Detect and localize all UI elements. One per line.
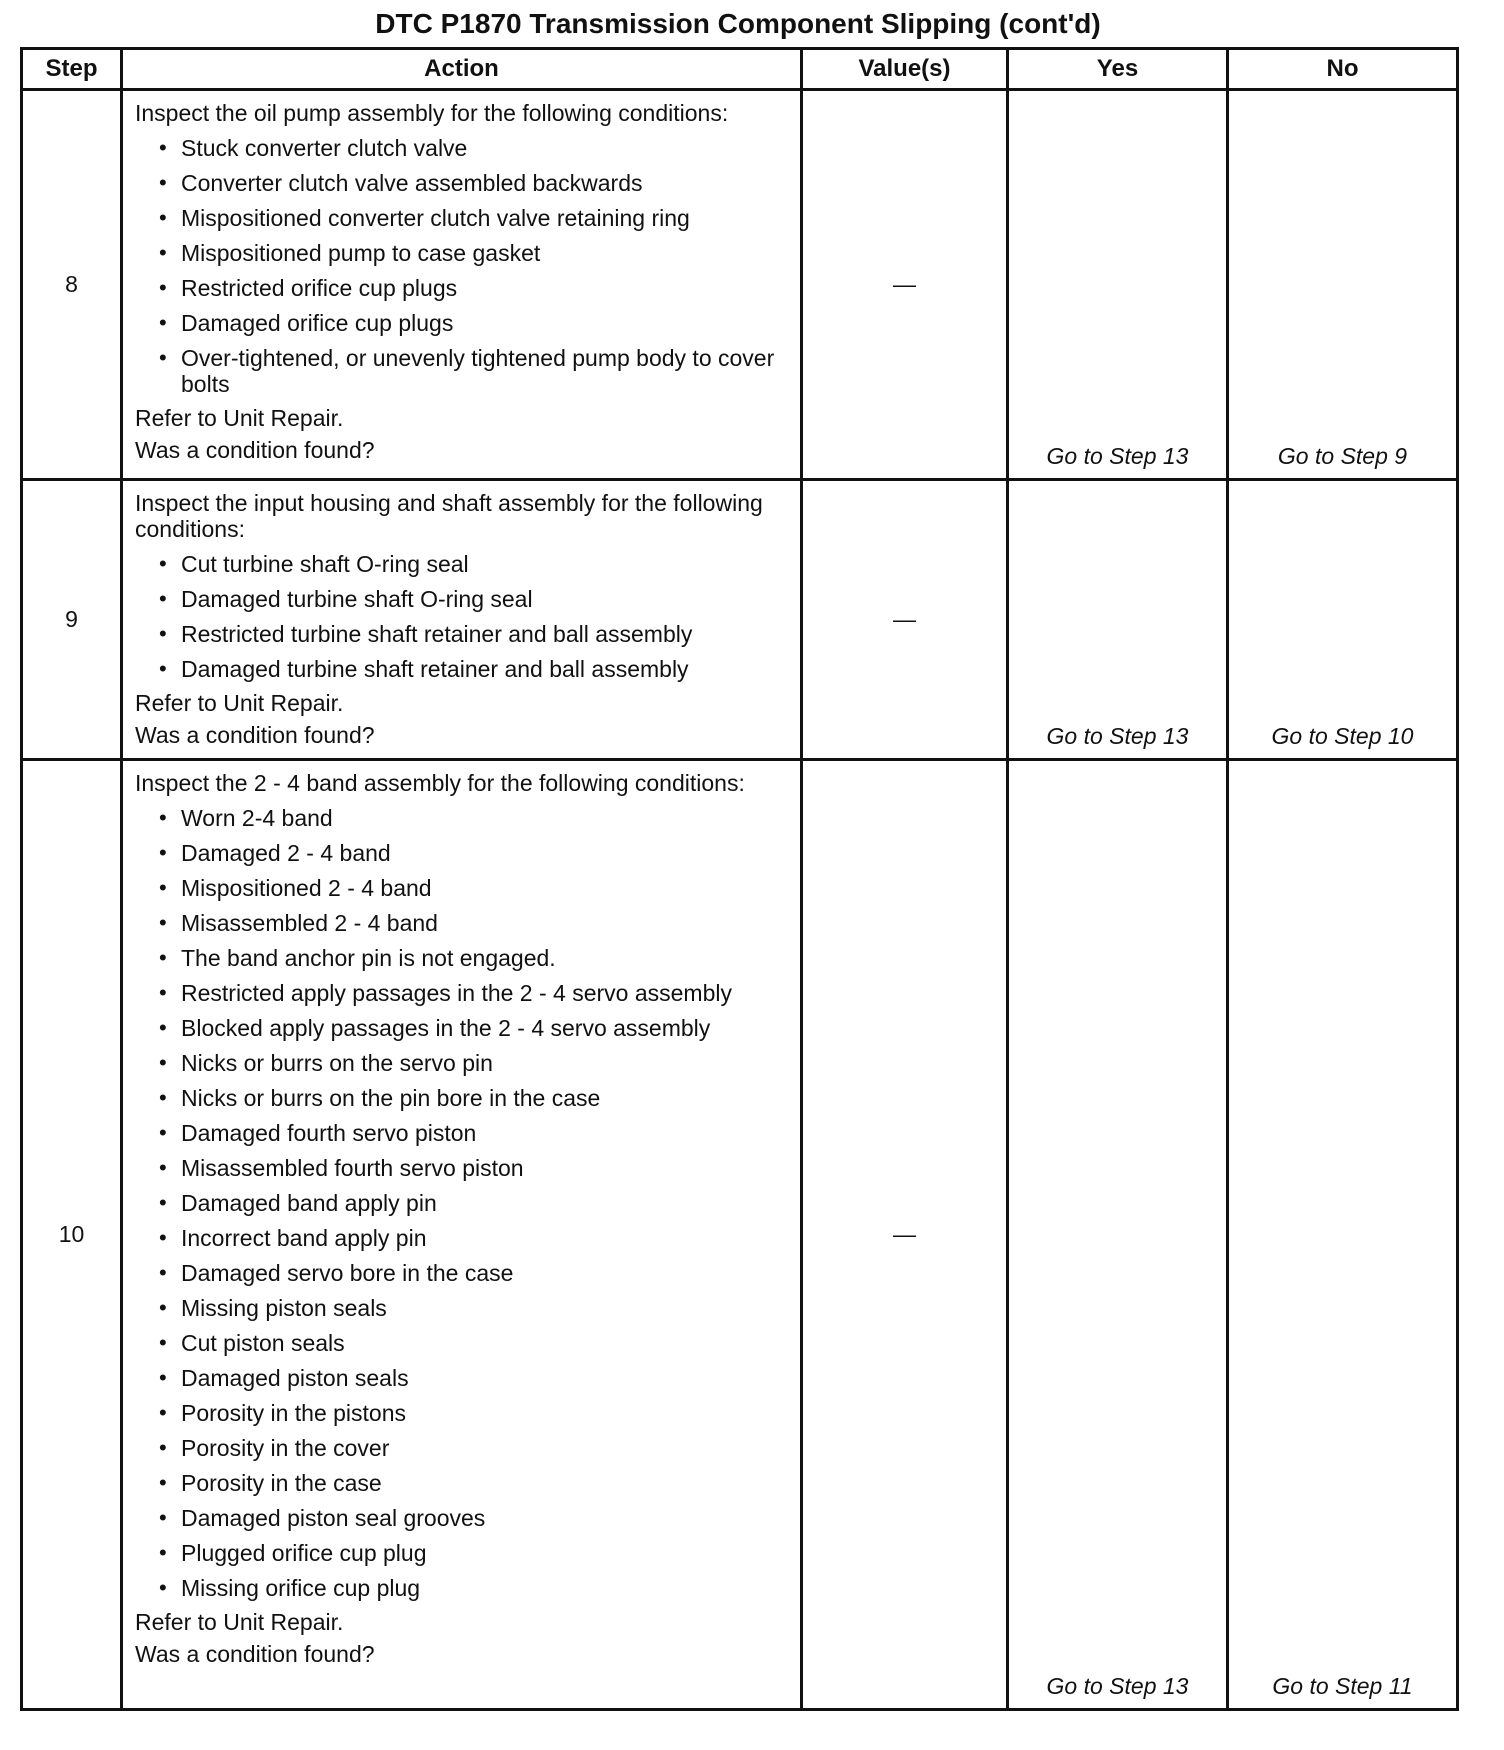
list-item: • Worn 2-4 band bbox=[135, 805, 790, 831]
condition-list bbox=[135, 805, 790, 1601]
list-item: • The band anchor pin is not engaged. bbox=[135, 945, 790, 971]
header-row bbox=[22, 49, 1458, 90]
list-item: • Porosity in the pistons bbox=[135, 1400, 790, 1426]
action-intro: Inspect the 2 - 4 band assembly for the following conditions: bbox=[135, 770, 745, 796]
list-item: • Damaged turbine shaft O-ring seal bbox=[135, 586, 790, 612]
table-row bbox=[22, 480, 1458, 760]
list-item: • Damaged servo bore in the case bbox=[135, 1260, 790, 1286]
list-item: • Mispositioned 2 - 4 band bbox=[135, 875, 790, 901]
no-cell: Go to Step 10 bbox=[1228, 480, 1458, 760]
list-item: • Damaged orifice cup plugs bbox=[135, 310, 790, 336]
list-item: • Restricted orifice cup plugs bbox=[135, 275, 790, 301]
list-item: • Stuck converter clutch valve bbox=[135, 135, 790, 161]
action-cell bbox=[122, 480, 802, 760]
list-item: • Mispositioned pump to case gasket bbox=[135, 240, 790, 266]
list-item: • Incorrect band apply pin bbox=[135, 1225, 790, 1251]
page-title: DTC P1870 Transmission Component Slipping (cont'd) bbox=[375, 8, 1101, 39]
yes-cell: Go to Step 13 bbox=[1008, 480, 1228, 760]
table-row bbox=[22, 90, 1458, 480]
list-item: • Restricted apply passages in the 2 - 4 servo assembly bbox=[135, 980, 790, 1006]
action-intro: Inspect the oil pump assembly for the following conditions: bbox=[135, 100, 729, 126]
list-item: • Nicks or burrs on the servo pin bbox=[135, 1050, 790, 1076]
list-item: • Damaged turbine shaft retainer and ball assembly bbox=[135, 656, 790, 682]
list-item: • Porosity in the case bbox=[135, 1470, 790, 1496]
diagnostic-table bbox=[20, 47, 1459, 1711]
refer-note: Refer to Unit Repair. bbox=[135, 690, 344, 716]
list-item: • Over-tightened, or unevenly tightened pump body to cover bolts bbox=[135, 345, 790, 397]
list-item: • Damaged 2 - 4 band bbox=[135, 840, 790, 866]
list-item: • Cut turbine shaft O-ring seal bbox=[135, 551, 790, 577]
value-cell: — bbox=[802, 760, 1008, 1710]
no-cell: Go to Step 9 bbox=[1228, 90, 1458, 480]
list-item: • Mispositioned converter clutch valve retaining ring bbox=[135, 205, 790, 231]
list-item: • Missing piston seals bbox=[135, 1295, 790, 1321]
list-item: • Cut piston seals bbox=[135, 1330, 790, 1356]
header-action: Action bbox=[122, 49, 802, 90]
step-number: 10 bbox=[22, 760, 122, 1710]
list-item: • Damaged piston seal grooves bbox=[135, 1505, 790, 1531]
header-step: Step bbox=[22, 49, 122, 90]
list-item: • Damaged fourth servo piston bbox=[135, 1120, 790, 1146]
action-cell bbox=[122, 760, 802, 1710]
list-item: • Blocked apply passages in the 2 - 4 servo assembly bbox=[135, 1015, 790, 1041]
header-values: Value(s) bbox=[802, 49, 1008, 90]
header-no: No bbox=[1228, 49, 1458, 90]
yes-cell: Go to Step 13 bbox=[1008, 760, 1228, 1710]
question: Was a condition found? bbox=[135, 437, 375, 463]
step-number: 8 bbox=[22, 90, 122, 480]
table-row bbox=[22, 760, 1458, 1710]
action-cell bbox=[122, 90, 802, 480]
list-item: • Misassembled fourth servo piston bbox=[135, 1155, 790, 1181]
list-item: • Converter clutch valve assembled backwards bbox=[135, 170, 790, 196]
yes-cell: Go to Step 13 bbox=[1008, 90, 1228, 480]
condition-list bbox=[135, 135, 790, 397]
question: Was a condition found? bbox=[135, 722, 375, 748]
condition-list bbox=[135, 551, 790, 682]
list-item: • Restricted turbine shaft retainer and ball assembly bbox=[135, 621, 790, 647]
list-item: • Misassembled 2 - 4 band bbox=[135, 910, 790, 936]
list-item: • Porosity in the cover bbox=[135, 1435, 790, 1461]
question: Was a condition found? bbox=[135, 1641, 375, 1667]
list-item: • Nicks or burrs on the pin bore in the case bbox=[135, 1085, 790, 1111]
list-item: • Plugged orifice cup plug bbox=[135, 1540, 790, 1566]
value-cell: — bbox=[802, 90, 1008, 480]
list-item: • Damaged piston seals bbox=[135, 1365, 790, 1391]
list-item: • Damaged band apply pin bbox=[135, 1190, 790, 1216]
step-number: 9 bbox=[22, 480, 122, 760]
header-yes: Yes bbox=[1008, 49, 1228, 90]
no-cell: Go to Step 11 bbox=[1228, 760, 1458, 1710]
list-item: • Missing orifice cup plug bbox=[135, 1575, 790, 1601]
refer-note: Refer to Unit Repair. bbox=[135, 1609, 344, 1635]
value-cell: — bbox=[802, 480, 1008, 760]
refer-note: Refer to Unit Repair. bbox=[135, 405, 344, 431]
action-intro: Inspect the input housing and shaft assembly for the following conditions: bbox=[135, 490, 763, 542]
